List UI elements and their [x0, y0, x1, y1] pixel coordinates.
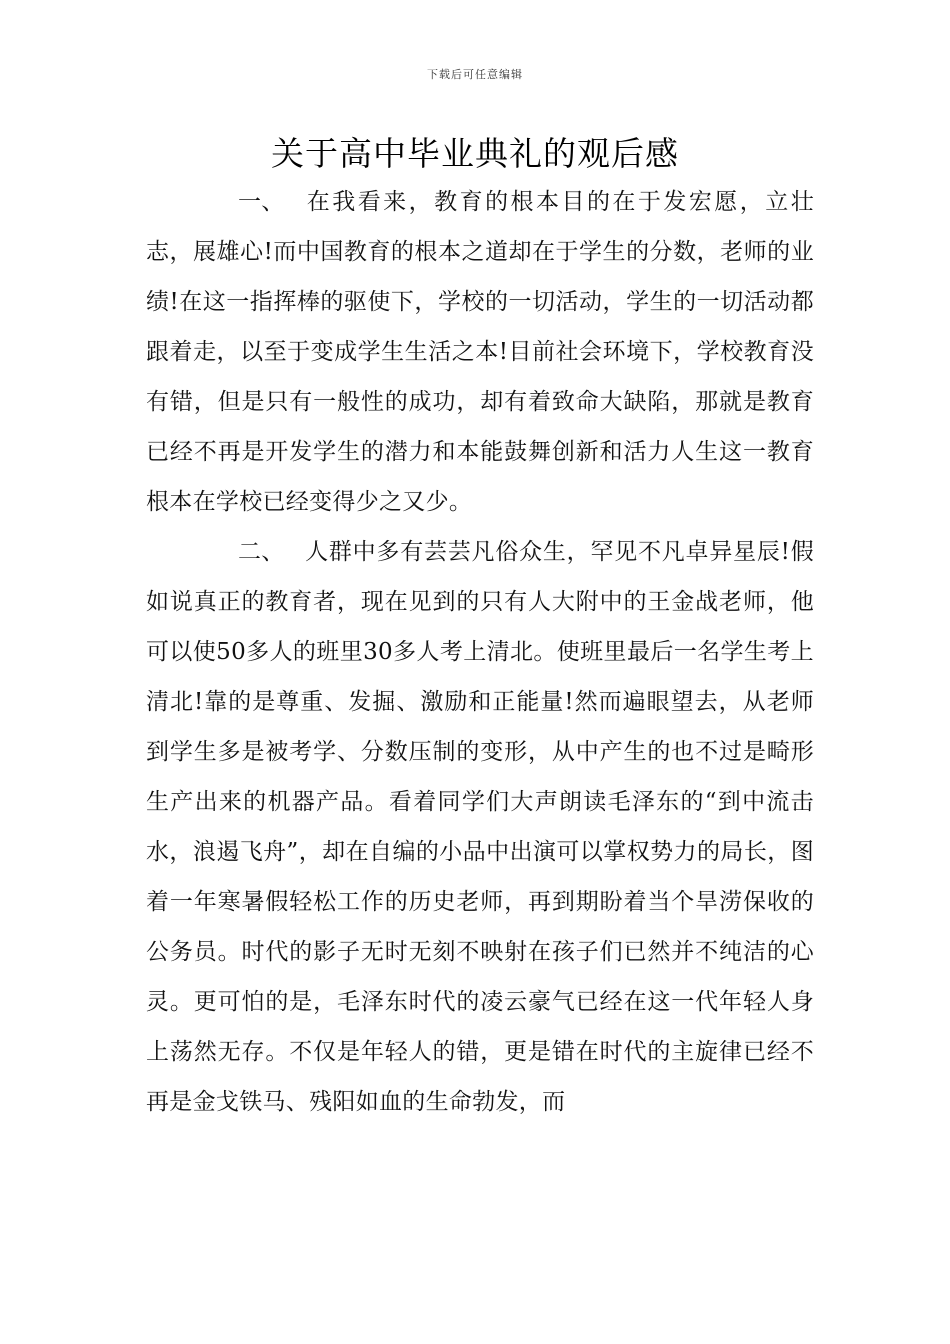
- header-note: 下载后可任意编辑: [427, 68, 523, 81]
- paragraph-1: [146, 177, 814, 527]
- paragraph-number: 一、: [238, 189, 285, 215]
- document-title: 关于高中毕业典礼的观后感: [271, 134, 679, 173]
- paragraph-text: 在我看来，教育的根本目的在于发宏愿，立壮志，展雄心!而中国教育的根本之道却在于学生的分数，老师的业绩!在这一指挥棒的驱使下，学校的一切活动，学生的一切活动都跟着走，以至于变成学生生活之本!目前社会环境下，学校教育没有错，但是只有一般性的成功，却有着致命大缺陷，那就是教育已经不再是开发学生的潜力和本能鼓舞创新和活力人生这一教育根本在学校已经变得少之又少。: [146, 189, 814, 515]
- paragraph-text: 人群中多有芸芸凡俗众生，罕见不凡卓异星辰!假如说真正的教育者，现在见到的只有人大附中的王金战老师，他可以使50多人的班里30多人考上清北。使班里最后一名学生考上清北!靠的是尊重、发掘、激励和正能量!然而遍眼望去，从老师到学生多是被考学、分数压制的变形，从中产生的也不过是畸形生产出来的机器产品。看着同学们大声朗读毛泽东的“到中流击水，浪遏飞舟”，却在自编的小品中出演可以掌权势力的局长，图着一年寒暑假轻松工作的历史老师，再到期盼着当个旱涝保收的公务员。时代的影子无时无刻不映射在孩子们已然并不纯洁的心灵。更可怕的是，毛泽东时代的凌云豪气已经在这一代年轻人身上荡然无存。不仅是年轻人的错，更是错在时代的主旋律已经不再是金戈铁马、残阳如血的生命勃发，而: [146, 539, 814, 1115]
- document-body: [146, 177, 814, 1127]
- paragraph-2: [146, 527, 814, 1127]
- paragraph-number: 二、: [238, 539, 285, 565]
